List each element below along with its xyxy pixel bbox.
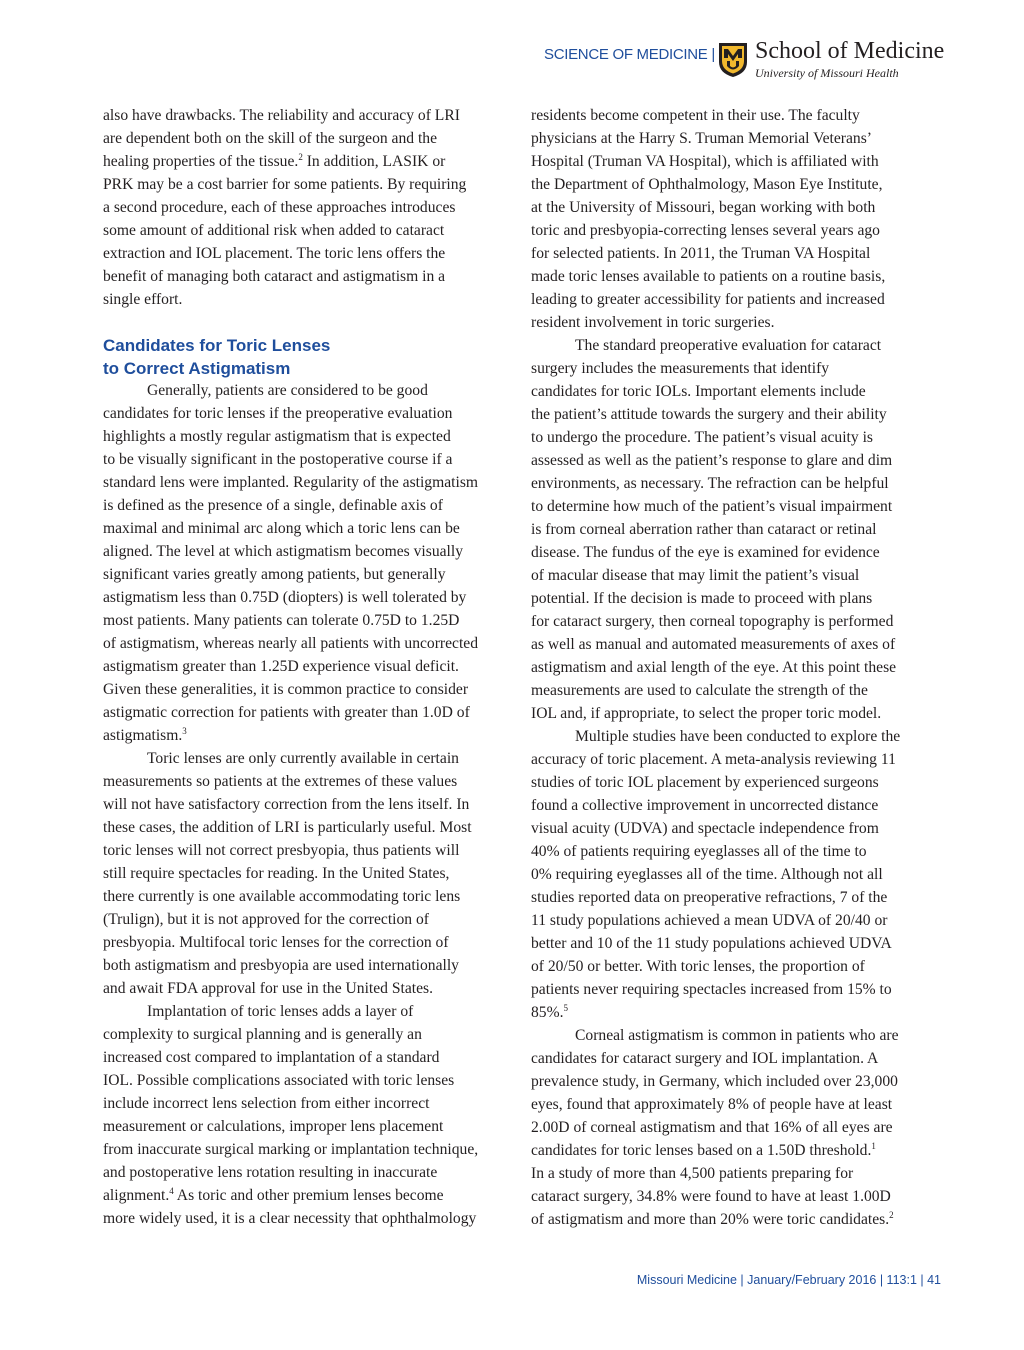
citation-superscript: 3 [182,726,187,736]
text-line: of macular disease that may limit the patient’s visual [531,567,860,584]
text-line: In a study of more than 4,500 patients preparing for [531,1165,854,1182]
text-line: potential. If the decision is made to proceed with plans [531,590,873,607]
text-run: candidates for toric lenses based on a 1.50D threshold. [531,1142,872,1159]
text-line: 40% of patients requiring eyeglasses all of the time to [531,843,867,860]
text-line: residents become competent in their use. The faculty [531,107,860,124]
text-run: 85%. [531,1004,564,1021]
text-run: As toric and other premium lenses become [173,1187,444,1204]
text-line: assessed as well as the patient’s response to glare and dim [531,452,893,469]
text-line: a second procedure, each of these approaches introduces [103,199,456,216]
citation-superscript: 2 [298,152,303,162]
text-line: of astigmatism, whereas nearly all patients with uncorrected [103,635,478,652]
text-line [103,150,513,173]
text-line: IOL and, if appropriate, to select the proper toric model. [531,705,882,722]
right-column [531,104,941,1231]
school-name: School of Medicine [755,38,945,64]
text-line: benefit of managing both cataract and astigmatism in a [103,268,446,285]
text-line: resident involvement in toric surgeries. [531,314,775,331]
text-line: also have drawbacks. The reliability and accuracy of LRI [103,107,460,124]
text-line: more widely used, it is a clear necessity that ophthalmology [103,1210,477,1227]
text-line: measurements so patients at the extremes of these values [103,773,458,790]
text-line: still require spectacles for reading. In the United States, [103,865,450,882]
text-line: The standard preoperative evaluation for cataract [575,337,882,354]
text-line: Given these generalities, it is common practice to consider [103,681,469,698]
text-line: of 20/50 or better. With toric lenses, the proportion of [531,958,865,975]
text-line: complexity to surgical planning and is generally an [103,1026,422,1043]
text-line: 2.00D of corneal astigmatism and that 16% of all eyes are [531,1119,893,1136]
text-line: candidates for toric IOLs. Important elements include [531,383,866,400]
text-line: both astigmatism and presbyopia are used internationally [103,957,459,974]
text-line: aligned. The level at which astigmatism becomes visually [103,543,464,560]
text-line: candidates for toric lenses if the preoperative evaluation [103,405,453,422]
text-line: cataract surgery, 34.8% were found to have at least 1.00D [531,1188,891,1205]
text-line: toric lenses will not correct presbyopia, thus patients will [103,842,460,859]
text-line: astigmatism less than 0.75D (diopters) is well tolerated by [103,589,467,606]
text-run: In addition, LASIK or [302,153,446,170]
text-line: studies reported data on preoperative refractions, 7 of the [531,889,888,906]
text-line: and postoperative lens rotation resulting in inaccurate [103,1164,438,1181]
text-line: 11 study populations achieved a mean UDVA of 20/40 or [531,912,888,929]
citation-superscript: 1 [871,1141,876,1151]
text-line: is defined as the presence of a single, definable axis of [103,497,443,514]
text-line: presbyopia. Multifocal toric lenses for the correction of [103,934,449,951]
text-line: for selected patients. In 2011, the Truman VA Hospital [531,245,871,262]
text-line: to be visually significant in the postoperative course if a [103,451,453,468]
text-run: alignment. [103,1187,170,1204]
text-line: toric and presbyopia-correcting lenses several years ago [531,222,880,239]
text-line: patients never requiring spectacles increased from 15% to [531,981,892,998]
heading-line: to Correct Astigmatism [103,359,291,378]
text-run: of astigmatism and more than 20% were toric candidates. [531,1211,890,1228]
text-line: visual acuity (UDVA) and spectacle independence from [531,820,879,837]
page-header [540,38,950,83]
citation-superscript: 4 [169,1186,174,1196]
text-line: PRK may be a cost barrier for some patients. By requiring [103,176,467,193]
text-line: the patient’s attitude towards the surgery and their ability [531,406,887,423]
mizzou-tiger-shield-icon [718,42,748,78]
text-line: environments, as necessary. The refraction can be helpful [531,475,889,492]
text-line: (Trulign), but it is not approved for the correction of [103,911,429,928]
text-line: there currently is one available accommodating toric lens [103,888,461,905]
text-line: candidates for cataract surgery and IOL implantation. A [531,1050,879,1067]
text-line: leading to greater accessibility for patients and increased [531,291,885,308]
text-line: astigmatism and axial length of the eye. At this point these [531,659,897,676]
paragraph [531,104,941,334]
text-line [103,724,513,747]
text-line: highlights a mostly regular astigmatism that is expected [103,428,451,445]
citation-superscript: 2 [889,1210,894,1220]
section-label: SCIENCE OF MEDICINE | [544,46,715,63]
text-line: 0% requiring eyeglasses all of the time. Although not all [531,866,883,883]
text-line: and await FDA approval for use in the United States. [103,980,433,997]
text-line: at the University of Missouri, began working with both [531,199,876,216]
text-line: include incorrect lens selection from either incorrect [103,1095,430,1112]
text-line: increased cost compared to implantation of a standard [103,1049,440,1066]
page-footer: Missouri Medicine | January/February 2016 | 113:1 | 41 [636,1273,941,1287]
paragraph [103,104,513,311]
text-line: the Department of Ophthalmology, Mason Eye Institute, [531,176,883,193]
paragraph [103,747,513,1000]
text-line: Hospital (Truman VA Hospital), which is affiliated with [531,153,879,170]
text-line: accuracy of toric placement. A meta-analysis reviewing 11 [531,751,896,768]
text-line: physicians at the Harry S. Truman Memorial Veterans’ [531,130,872,147]
text-line: Toric lenses are only currently available in certain [147,750,459,767]
text-line: disease. The fundus of the eye is examined for evidence [531,544,880,561]
text-line: Generally, patients are considered to be good [147,382,428,399]
text-line: Implantation of toric lenses adds a layer of [147,1003,414,1020]
text-line: some amount of additional risk when added to cataract [103,222,445,239]
paragraph [103,379,513,747]
text-line: Corneal astigmatism is common in patients who are [575,1027,899,1044]
text-line: Multiple studies have been conducted to explore the [575,728,901,745]
text-line: better and 10 of the 11 study populations achieved UDVA [531,935,892,952]
text-line [531,1139,941,1162]
text-line: from inaccurate surgical marking or implantation technique, [103,1141,479,1158]
text-line: measurement or calculations, improper lens placement [103,1118,444,1135]
left-column [103,104,513,1230]
text-line: studies of toric IOL placement by experienced surgeons [531,774,879,791]
text-line: surgery includes the measurements that identify [531,360,830,377]
text-line [103,1184,513,1207]
text-line: found a collective improvement in uncorrected distance [531,797,879,814]
citation-superscript: 5 [563,1003,568,1013]
heading-line: Candidates for Toric Lenses [103,336,331,355]
text-line: maximal and minimal arc along which a toric lens can be [103,520,460,537]
text-line: for cataract surgery, then corneal topography is performed [531,613,894,630]
text-line: astigmatism greater than 1.25D experience visual deficit. [103,658,459,675]
text-line: standard lens were implanted. Regularity of the astigmatism [103,474,479,491]
text-line: is from corneal aberration rather than cataract or retinal [531,521,877,538]
text-line [531,1208,941,1231]
text-line: astigmatic correction for patients with greater than 1.0D of [103,704,470,721]
section-heading [103,333,513,379]
text-line [531,1001,941,1024]
text-run: astigmatism. [103,727,183,744]
paragraph [103,1000,513,1230]
text-line: are dependent both on the skill of the surgeon and the [103,130,438,147]
text-line: measurements are used to calculate the strength of the [531,682,868,699]
text-line: prevalence study, in Germany, which included over 23,000 [531,1073,898,1090]
text-line: to determine how much of the patient’s visual impairment [531,498,893,515]
text-line: IOL. Possible complications associated with toric lenses [103,1072,455,1089]
text-line: eyes, found that approximately 8% of people have at least [531,1096,893,1113]
text-line: as well as manual and automated measurements of axes of [531,636,896,653]
text-line: these cases, the addition of LRI is particularly useful. Most [103,819,472,836]
text-run: healing properties of the tissue. [103,153,299,170]
text-line: to undergo the procedure. The patient’s visual acuity is [531,429,873,446]
paragraph [531,334,941,725]
paragraph [531,1024,941,1231]
school-subtitle: University of Missouri Health [755,66,899,80]
paragraph [531,725,941,1024]
text-line: extraction and IOL placement. The toric lens offers the [103,245,446,262]
text-line: will not have satisfactory correction from the lens itself. In [103,796,470,813]
text-line: single effort. [103,291,183,308]
text-line: significant varies greatly among patients, but generally [103,566,446,583]
text-line: most patients. Many patients can tolerate 0.75D to 1.25D [103,612,460,629]
text-line: made toric lenses available to patients on a routine basis, [531,268,886,285]
